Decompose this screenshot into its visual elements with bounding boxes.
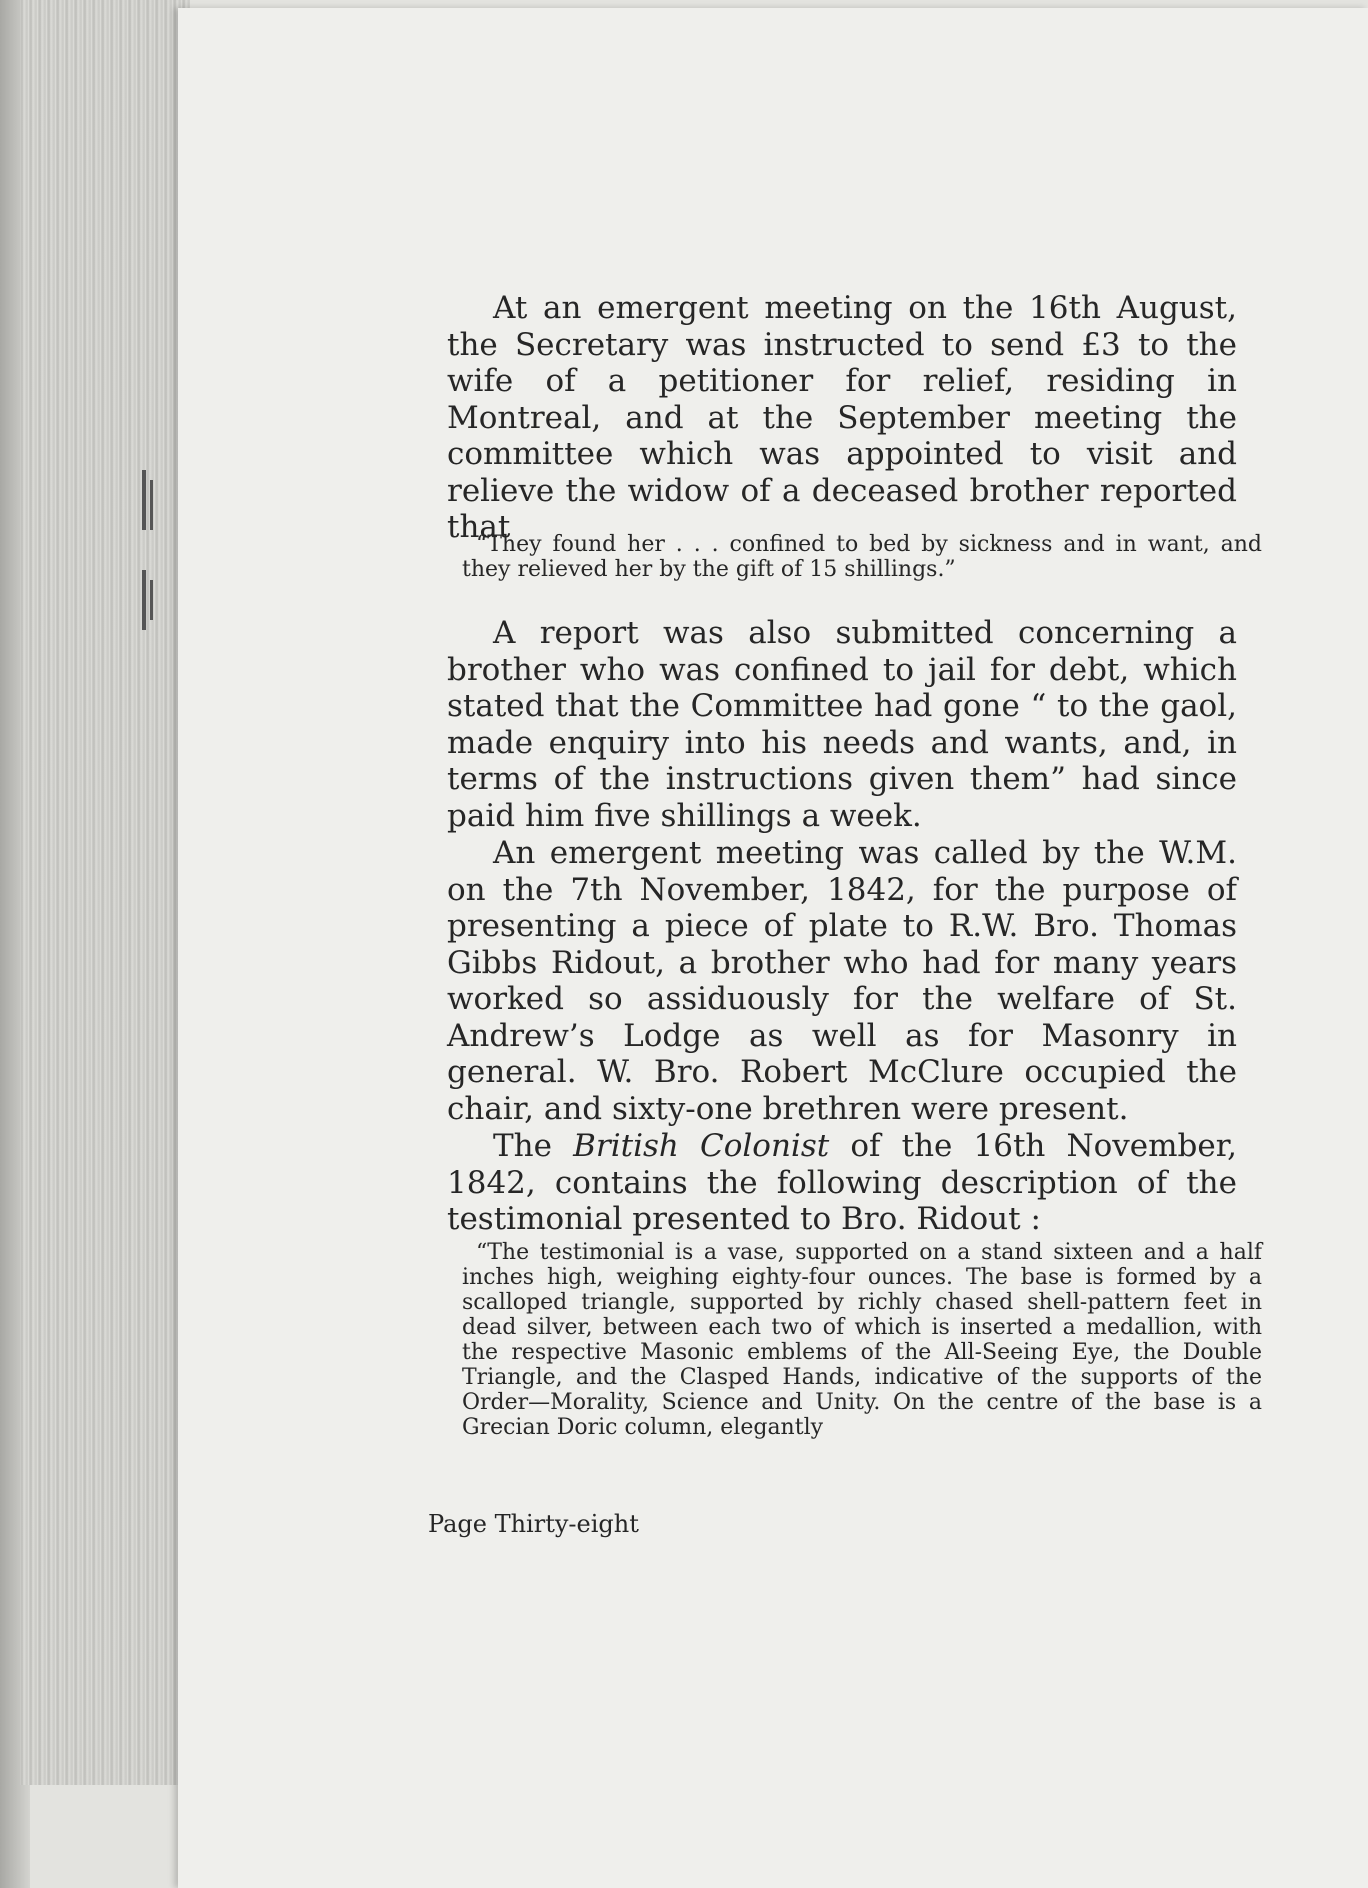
margin-marks (140, 460, 170, 660)
paragraph-1: At an emergent meeting on the 16th August, the Secretary was instructed to send £3 to the wife of a petitioner for relief, residing in Montreal, and at the September meeting the committee which was appointed to visit and relieve the widow of a deceased brother reported that (447, 290, 1237, 545)
quote-1: “They found her . . . confined to bed by sickness and in want, and they relieved her by the gift of 15 shillings.” (462, 532, 1262, 582)
paragraph-2: A report was also submitted concerning a brother who was confined to jail for debt, which stated that the Committee had gone “ to the gaol, made enquiry into his needs and wants, and, in terms of the instructions given them” had since paid him five shillings a week. (447, 615, 1237, 834)
paragraph-4-start: The (493, 1128, 574, 1164)
paragraph-3: An emergent meeting was called by the W.M. on the 7th November, 1842, for the purpose of presenting a piece of plate to R.W. Bro. Thomas Gibbs Ridout, a brother who had for many years worked so assiduously for the welfare of St. Andrew’s Lodge as well as for Masonry in general. W. Bro. Robert McClure occupied the chair, and sixty-one brethren were present. (447, 835, 1237, 1127)
paragraph-4 (447, 1128, 1237, 1238)
page-edges (20, 0, 190, 1785)
newspaper-title: British Colonist (573, 1128, 830, 1164)
paragraph-4-end: of the 16th November, 1842, contains the following description of the testimonial presented to Bro. Ridout : (447, 1128, 1237, 1237)
page-footer: Page Thirty-eight (428, 1510, 639, 1538)
quote-2: “The testimonial is a vase, supported on a stand sixteen and a half inches high, weighing eighty-four ounces. The base is formed by a scalloped triangle, supported by richly chased shell-pattern feet in dead silver, between each two of which is inserted a medallion, with the respective Masonic emblems of the All-Seeing Eye, the Double Triangle, and the Clasped Hands, indicative of the supports of the Order—Morality, Science and Unity. On the centre of the base is a Grecian Doric column, elegantly (462, 1240, 1262, 1440)
